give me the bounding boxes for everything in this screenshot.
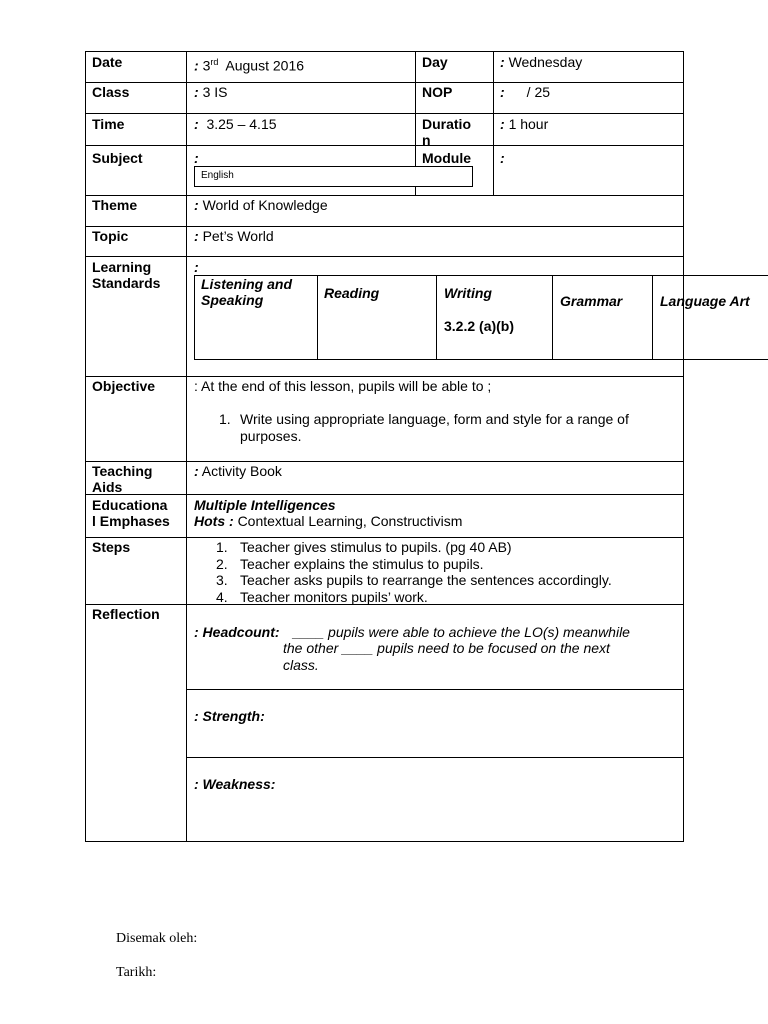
step-2-text: Teacher explains the stimulus to pupils. — [240, 556, 484, 572]
strength-label: : Strength: — [194, 708, 265, 724]
objective-label: Objective — [92, 378, 156, 394]
class-label: Class — [92, 84, 130, 100]
duration-label: Duratio n — [422, 116, 471, 148]
nop-label: NOP — [422, 84, 453, 100]
theme-value: : World of Knowledge — [194, 197, 328, 213]
teaching-aids-value: : Activity Book — [194, 463, 282, 479]
time-label: Time — [92, 116, 125, 132]
module-prefix: : — [500, 150, 505, 166]
step-4-text: Teacher monitors pupils’ work. — [240, 589, 428, 605]
ls-writing-code: 3.2.2 (a)(b) — [444, 318, 515, 334]
headcount-line-3: class. — [283, 657, 319, 673]
step-2-number: 2. — [216, 556, 228, 572]
subject-box — [194, 166, 473, 187]
objective-intro: : At the end of this lesson, pupils will be able to ; — [194, 378, 492, 394]
module-label: Module — [422, 150, 471, 166]
topic-value: : Pet’s World — [194, 228, 274, 244]
learning-standards-label: Learning Standards — [92, 259, 161, 291]
educational-emphases-label: Educationa l Emphases — [92, 497, 170, 529]
ls-col-writing: Writing — [444, 285, 492, 301]
theme-label: Theme — [92, 197, 138, 213]
ls-col-reading: Reading — [324, 285, 380, 301]
headcount-line-1: ____ pupils were able to achieve the LO(s) meanwhile — [293, 624, 630, 640]
learning-standards-prefix: : — [194, 259, 199, 275]
ls-col-grammar: Grammar — [560, 293, 623, 309]
reflection-label: Reflection — [92, 606, 160, 622]
steps-label: Steps — [92, 539, 131, 555]
day-label: Day — [422, 54, 448, 70]
duration-value: : 1 hour — [500, 116, 549, 132]
headcount-line-2: the other ____ pupils need to be focused on the next — [283, 640, 610, 656]
class-value: : 3 IS — [194, 84, 228, 100]
date-label: Date — [92, 54, 123, 70]
step-1-text: Teacher gives stimulus to pupils. (pg 40 AB) — [240, 539, 512, 555]
ls-col-listening-speaking: Listening and Speaking — [201, 276, 292, 308]
topic-label: Topic — [92, 228, 129, 244]
checked-by-label: Disemak oleh: — [116, 931, 198, 946]
step-3-number: 3. — [216, 572, 228, 588]
objective-item-number: 1. — [219, 411, 231, 427]
headcount-label: : Headcount: — [194, 624, 280, 640]
day-value: : Wednesday — [500, 54, 583, 70]
time-value: : 3.25 – 4.15 — [194, 116, 277, 132]
date-value: : 3rd August 2016 — [194, 57, 305, 74]
multiple-intelligences: Multiple Intelligences — [194, 497, 336, 513]
subject-label: Subject — [92, 150, 143, 166]
step-3-text: Teacher asks pupils to rearrange the sentences accordingly. — [240, 572, 612, 588]
subject-prefix: : — [194, 150, 199, 166]
step-1-number: 1. — [216, 539, 228, 555]
date-footer-label: Tarikh: — [116, 965, 157, 980]
nop-value: : / 25 — [500, 84, 551, 100]
weakness-label: : Weakness: — [194, 776, 276, 792]
hots-value: Hots : Contextual Learning, Constructivism — [194, 513, 463, 529]
teaching-aids-label: Teaching Aids — [92, 463, 153, 495]
ls-col-language-art: Language Art — [660, 293, 750, 309]
objective-item-text: Write using appropriate language, form and style for a range of purposes. — [240, 411, 629, 444]
subject-box-value: English — [201, 170, 234, 181]
step-4-number: 4. — [216, 589, 228, 605]
